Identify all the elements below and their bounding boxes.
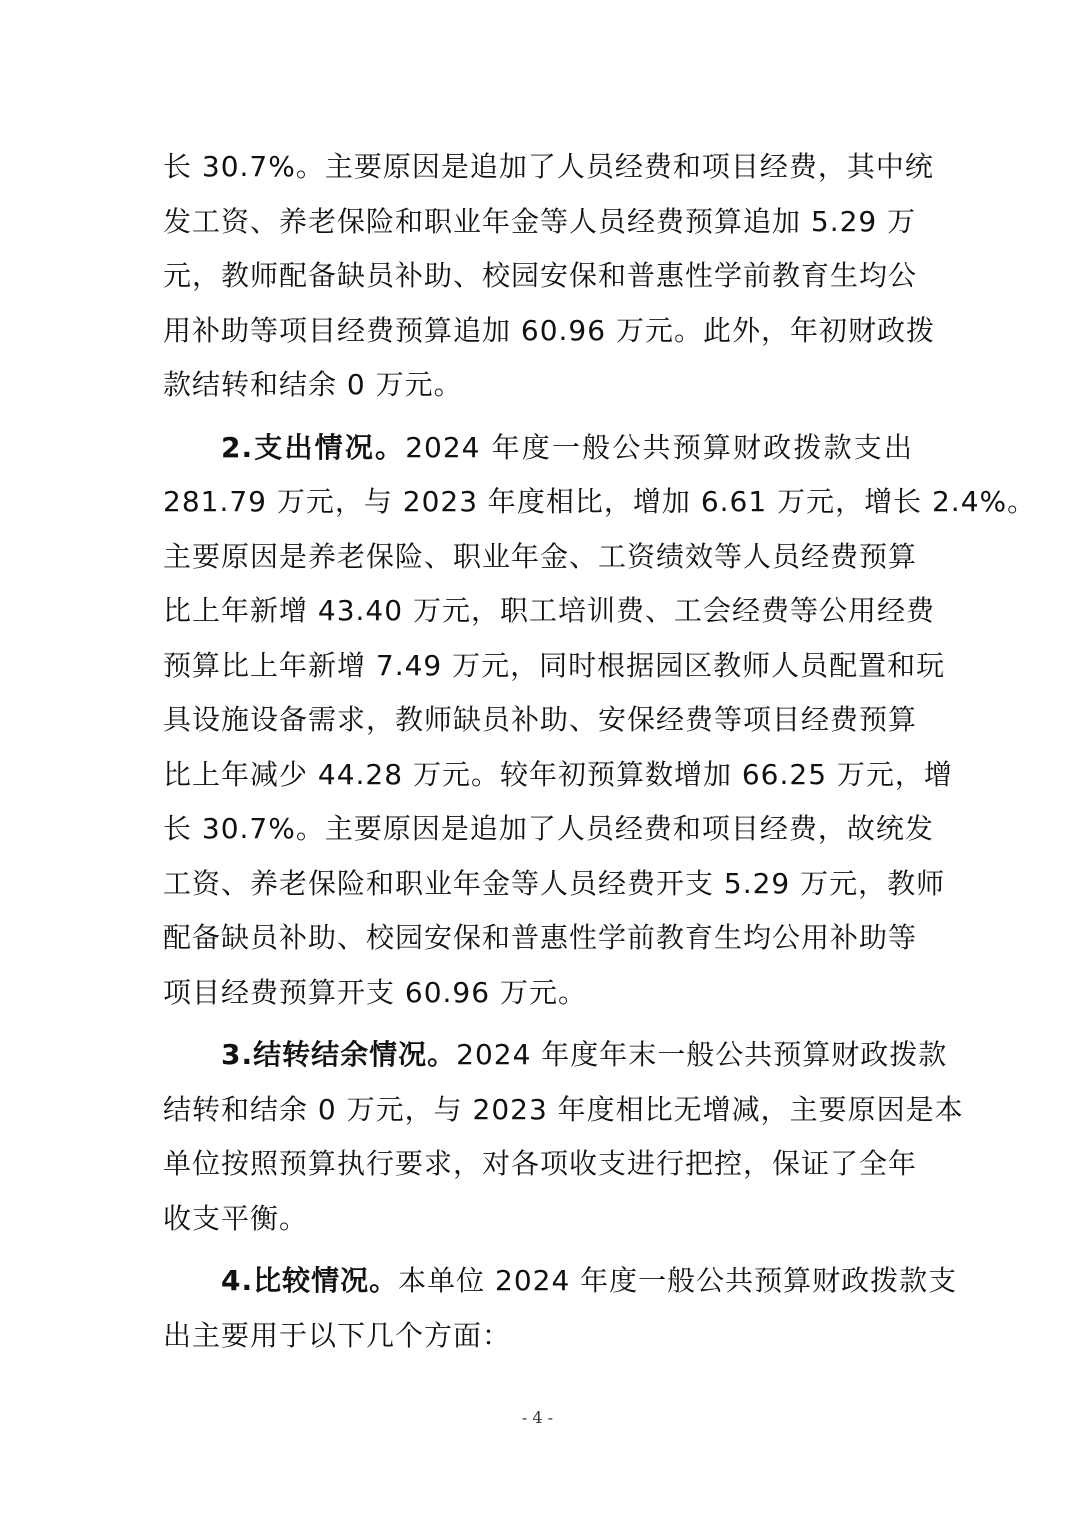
text-line xyxy=(163,1028,948,1083)
section-heading: 4.比较情况。 xyxy=(221,1264,399,1297)
text-line xyxy=(163,358,913,413)
line-text: 单位按照预算执行要求，对各项收支进行把控，保证了全年 xyxy=(163,1147,918,1180)
text-line xyxy=(163,1137,918,1192)
text-line xyxy=(163,802,934,857)
line-text: 元，教师配备缺员补助、校园安保和普惠性学前教育生均公 xyxy=(163,259,918,292)
text-line xyxy=(163,1083,964,1138)
line-text: 配备缺员补助、校园安保和普惠性学前教育生均公用补助等 xyxy=(163,921,918,954)
paragraph xyxy=(163,140,935,413)
text-line xyxy=(163,304,935,359)
line-text: 预算比上年新增 7.49 万元，同时根据园区教师人员配置和玩 xyxy=(163,648,946,682)
document-body xyxy=(163,140,1037,1371)
line-text: 比上年减少 44.28 万元。较年初预算数增加 66.25 万元，增 xyxy=(163,757,953,791)
paragraph xyxy=(163,421,1037,1021)
text-line xyxy=(163,748,953,803)
line-text: 长 30.7%。主要原因是追加了人员经费和项目经费，其中统 xyxy=(163,150,934,183)
line-text: 结转和结余 0 万元，与 2023 年度相比无增减，主要原因是本 xyxy=(163,1092,964,1126)
text-line xyxy=(163,421,913,476)
text-line xyxy=(163,911,918,966)
text-line xyxy=(163,584,935,639)
line-text: 出主要用于以下几个方面： xyxy=(163,1318,512,1352)
paragraph xyxy=(163,1028,964,1246)
line-text: 2024 年度年末一般公共预算财政拨款 xyxy=(456,1038,948,1071)
text-line xyxy=(163,1192,913,1247)
line-text: 本单位 2024 年度一般公共预算财政拨款支 xyxy=(398,1264,958,1297)
section-heading: 3.结转结余情况。 xyxy=(221,1038,457,1071)
line-text: 收支平衡。 xyxy=(163,1201,309,1235)
text-line xyxy=(163,693,918,748)
text-line xyxy=(163,530,918,585)
line-text: 主要原因是养老保险、职业年金、工资绩效等人员经费预算 xyxy=(163,539,918,573)
line-text: 款结转和结余 0 万元。 xyxy=(163,368,463,401)
text-line xyxy=(163,1254,958,1309)
text-line xyxy=(163,966,913,1021)
line-text: 具设施设备需求，教师缺员补助、安保经费等项目经费预算 xyxy=(163,703,918,736)
line-text: 281.79 万元，与 2023 年度相比，增加 6.61 万元，增长 2.4%。 xyxy=(163,485,1037,518)
line-text: 用补助等项目经费预算追加 60.96 万元。此外，年初财政拨 xyxy=(163,313,935,347)
line-text: 比上年新增 43.40 万元，职工培训费、工会经费等公用经费 xyxy=(163,594,935,627)
text-line xyxy=(163,475,1037,530)
line-text: 发工资、养老保险和职业年金等人员经费预算追加 5.29 万 xyxy=(163,204,917,238)
section-heading: 2.支出情况。 xyxy=(221,430,406,464)
text-line xyxy=(163,140,934,195)
text-line xyxy=(163,1309,913,1364)
line-text: 2024 年度一般公共预算财政拨款支出 xyxy=(405,430,913,464)
text-line xyxy=(163,249,918,304)
text-line xyxy=(163,857,946,912)
line-text: 项目经费预算开支 60.96 万元。 xyxy=(163,975,587,1009)
line-text: 长 30.7%。主要原因是追加了人员经费和项目经费，故统发 xyxy=(163,812,934,845)
paragraph xyxy=(163,1254,958,1363)
line-text: 工资、养老保险和职业年金等人员经费开支 5.29 万元，教师 xyxy=(163,866,946,900)
text-line xyxy=(163,639,946,694)
page-number: - 4 - xyxy=(521,1408,554,1427)
text-line xyxy=(163,195,917,250)
